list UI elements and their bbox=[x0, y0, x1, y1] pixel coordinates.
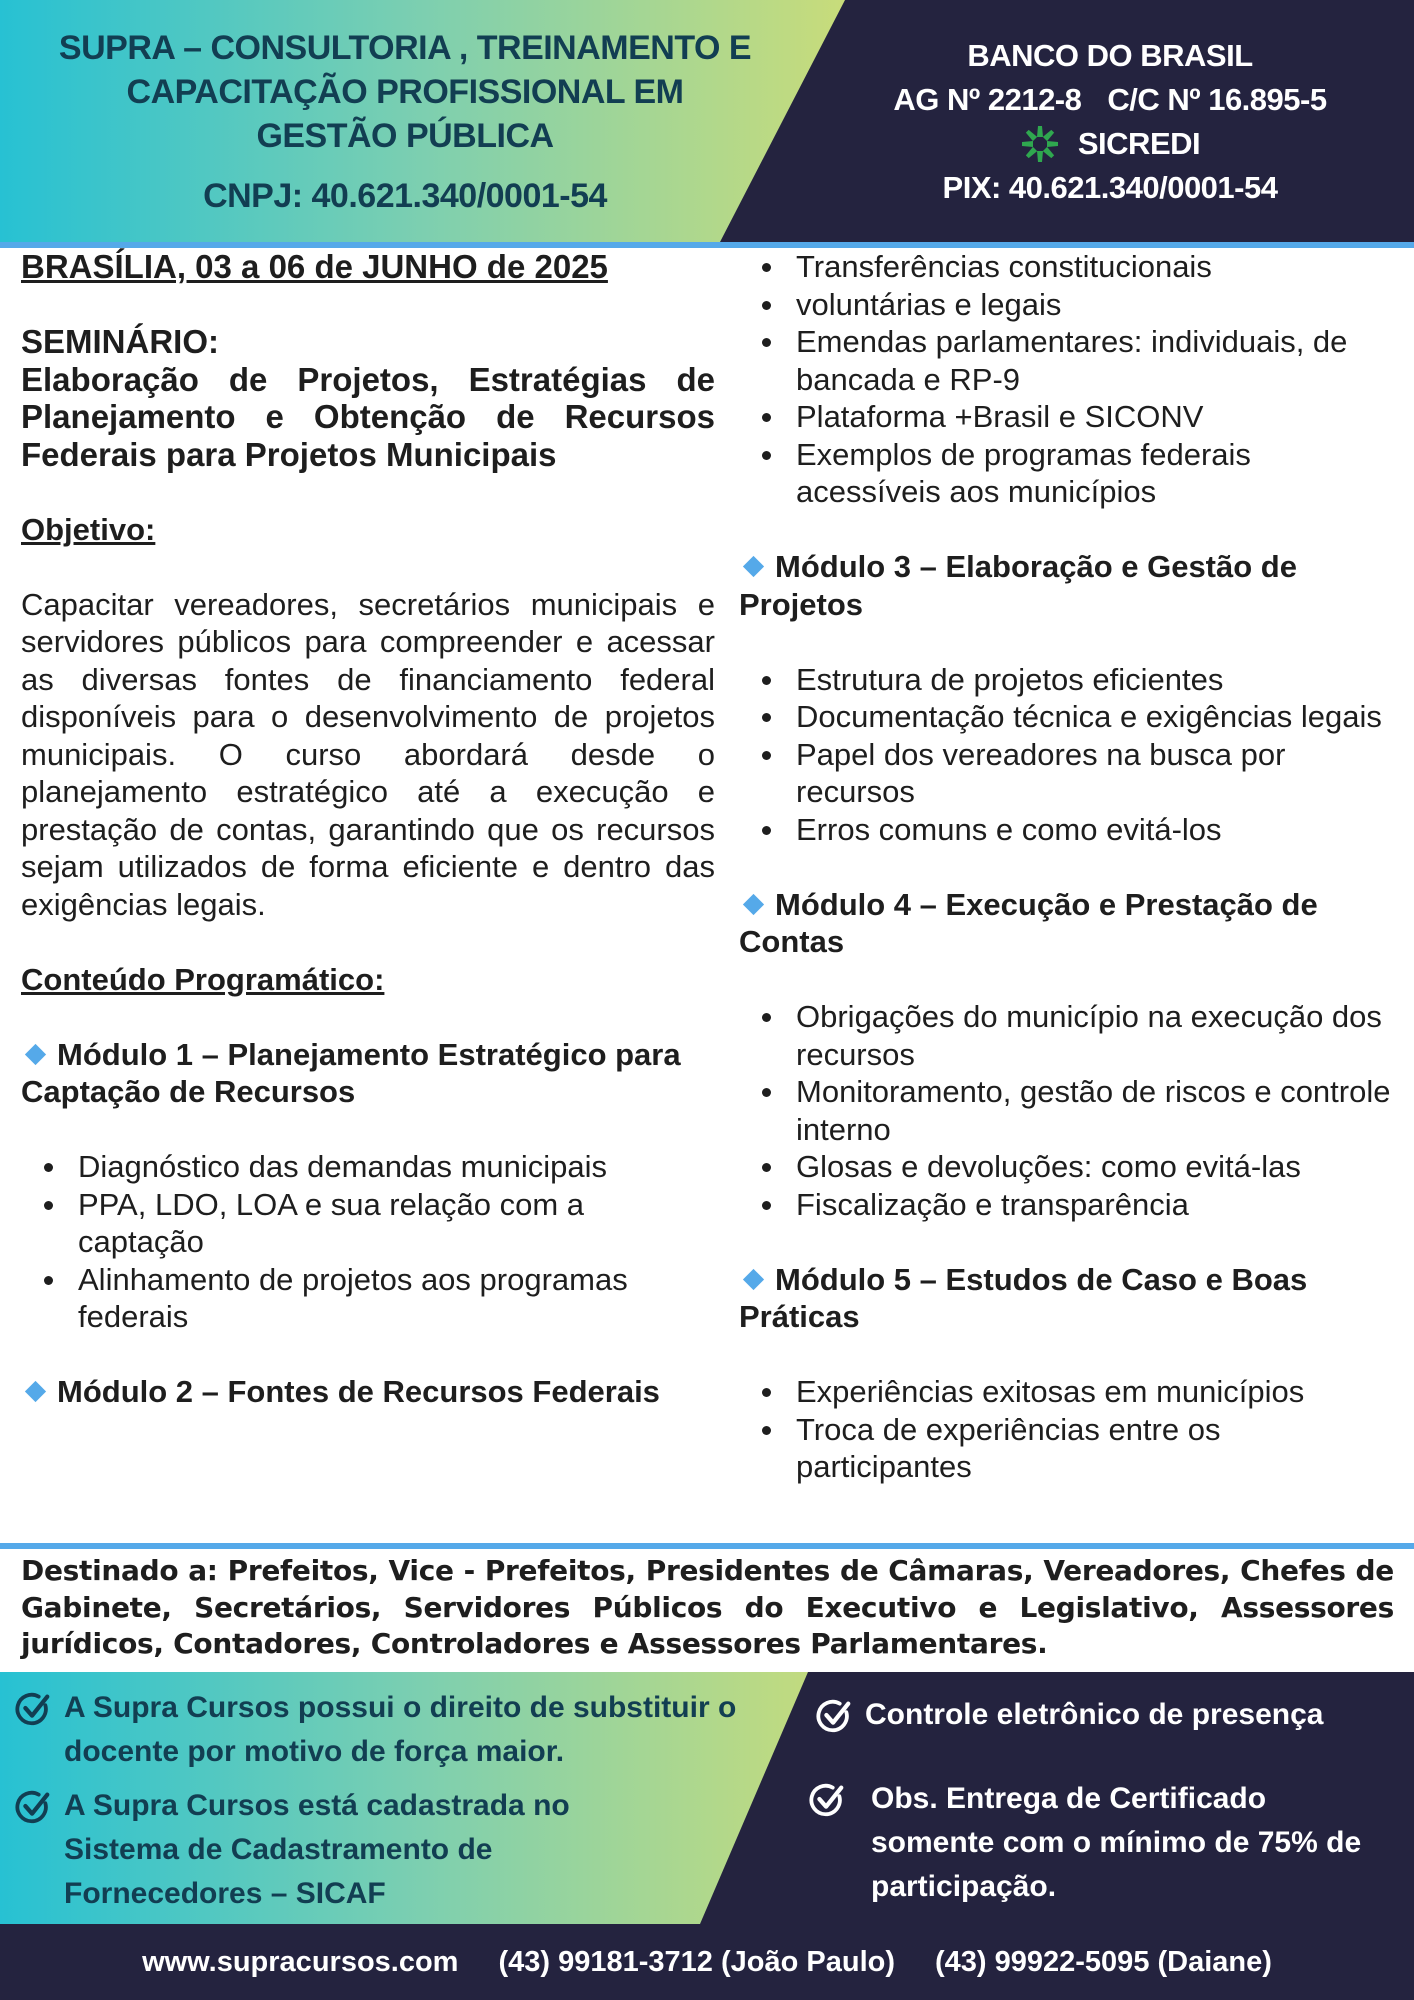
sicredi-logo-icon bbox=[1020, 124, 1060, 164]
note-substitute: A Supra Cursos possui o direito de substituir o docente por motivo de força maior. bbox=[14, 1686, 754, 1774]
check-circle-icon bbox=[14, 1788, 52, 1826]
diamond-bullet-icon bbox=[743, 894, 764, 915]
check-circle-icon bbox=[815, 1697, 853, 1735]
note-certificate: Obs. Entrega de Certificado somente com o mínimo de 75% de participação. bbox=[808, 1777, 1368, 1909]
module-item: voluntárias e legais bbox=[739, 286, 1399, 324]
note-sicaf: A Supra Cursos está cadastrada no Sistema de Cadastramento de Fornecedores – SICAF bbox=[14, 1784, 614, 1916]
module-item: Transferências constitucionais bbox=[739, 248, 1399, 286]
diamond-bullet-icon bbox=[25, 1381, 46, 1402]
pix-key: PIX: 40.621.340/0001-54 bbox=[942, 170, 1278, 205]
module-item: PPA, LDO, LOA e sua relação com a captação bbox=[21, 1186, 715, 1261]
module-item: Plataforma +Brasil e SICONV bbox=[739, 398, 1399, 436]
company-name-line: SUPRA – CONSULTORIA , TREINAMENTO E bbox=[58, 29, 752, 67]
left-column bbox=[21, 248, 715, 1411]
check-circle-icon bbox=[14, 1690, 52, 1728]
module-item: Erros comuns e como evitá-los bbox=[739, 811, 1399, 849]
event-date-location: BRASÍLIA, 03 a 06 de JUNHO de 2025 bbox=[21, 248, 608, 285]
phone-joao-paulo[interactable]: (43) 99181-3712 (João Paulo) bbox=[498, 1945, 895, 1978]
phone-daiane[interactable]: (43) 99922-5095 (Daiane) bbox=[935, 1945, 1272, 1978]
module-title: Módulo 1 – Planejamento Estratégico para Captação de Recursos bbox=[21, 1036, 681, 1109]
module-title: Módulo 4 – Execução e Prestação de Contas bbox=[739, 886, 1318, 959]
module-items bbox=[739, 1373, 1399, 1486]
diamond-bullet-icon bbox=[743, 556, 764, 577]
module-item: Experiências exitosas em municípios bbox=[739, 1373, 1399, 1411]
company-block bbox=[30, 26, 780, 218]
sicredi-name: SICREDI bbox=[1077, 126, 1201, 161]
module-items bbox=[739, 661, 1399, 849]
website-link[interactable]: www.supracursos.com bbox=[142, 1945, 459, 1978]
right-column bbox=[739, 248, 1399, 1486]
diamond-bullet-icon bbox=[743, 1269, 764, 1290]
module-item: Glosas e devoluções: como evitá-las bbox=[739, 1148, 1399, 1186]
company-name-line: GESTÃO PÚBLICA bbox=[256, 117, 554, 155]
footer-contacts bbox=[0, 1924, 1414, 2000]
content-heading: Conteúdo Programático: bbox=[21, 961, 385, 997]
bank-agency: AG Nº 2212-8 bbox=[893, 82, 1082, 117]
module-title: Módulo 3 – Elaboração e Gestão de Projetos bbox=[739, 549, 1297, 622]
module-items bbox=[21, 1148, 715, 1336]
audience-text: Destinado a: Prefeitos, Vice - Prefeitos, Presidentes de Câmaras, Vereadores, Chefes de Gabinete, Secretários, Servidores Públicos do Executivo e Legislativo, Assessores jurídicos, Contadores, Controladores e Assessores Parlamentares. bbox=[21, 1554, 1394, 1660]
note-attendance: Controle eletrônico de presença bbox=[815, 1693, 1405, 1737]
bank-account: C/C Nº 16.895-5 bbox=[1107, 82, 1327, 117]
company-cnpj: CNPJ: 40.621.340/0001-54 bbox=[203, 177, 607, 215]
module-item: Monitoramento, gestão de riscos e controle interno bbox=[739, 1073, 1399, 1148]
bank-account-line bbox=[820, 78, 1400, 122]
objective-heading: Objetivo: bbox=[21, 511, 156, 547]
seminar-label: SEMINÁRIO: bbox=[21, 323, 219, 360]
sicredi-line bbox=[820, 122, 1400, 166]
audience-divider bbox=[0, 1543, 1414, 1549]
module-item: Emendas parlamentares: individuais, de bancada e RP-9 bbox=[739, 323, 1399, 398]
bank-info-block bbox=[820, 34, 1400, 210]
module-items bbox=[739, 248, 1399, 511]
module-item: Fiscalização e transparência bbox=[739, 1186, 1399, 1224]
module-item: Diagnóstico das demandas municipais bbox=[21, 1148, 715, 1186]
diamond-bullet-icon bbox=[25, 1044, 46, 1065]
module-item: Estrutura de projetos eficientes bbox=[739, 661, 1399, 699]
module-item: Obrigações do município na execução dos recursos bbox=[739, 998, 1399, 1073]
module-title: Módulo 5 – Estudos de Caso e Boas Práticas bbox=[739, 1261, 1308, 1334]
module-item: Alinhamento de projetos aos programas federais bbox=[21, 1261, 715, 1336]
objective-text: Capacitar vereadores, secretários municipais e servidores públicos para compreender e acessar as diversas fontes de financiamento federal disponíveis para o desenvolvimento de projetos municipais. O curso abordará desde o planejamento estratégico até a execução e prestação de contas, garantindo que os recursos sejam utilizados de forma eficiente e dentro das exigências legais. bbox=[21, 586, 715, 922]
module-title: Módulo 2 – Fontes de Recursos Federais bbox=[21, 1373, 715, 1411]
seminar-title: Elaboração de Projetos, Estratégias de Planejamento e Obtenção de Recursos Federais para Projetos Municipais bbox=[21, 360, 715, 473]
bank-name: BANCO DO BRASIL bbox=[967, 38, 1253, 73]
company-name-line: CAPACITAÇÃO PROFISSIONAL EM bbox=[126, 73, 684, 111]
module-item: Troca de experiências entre os participantes bbox=[739, 1411, 1399, 1486]
module-item: Exemplos de programas federais acessíveis aos municípios bbox=[739, 436, 1399, 511]
module-item: Documentação técnica e exigências legais bbox=[739, 698, 1399, 736]
check-circle-icon bbox=[808, 1781, 846, 1819]
module-items bbox=[739, 998, 1399, 1223]
module-item: Papel dos vereadores na busca por recursos bbox=[739, 736, 1399, 811]
